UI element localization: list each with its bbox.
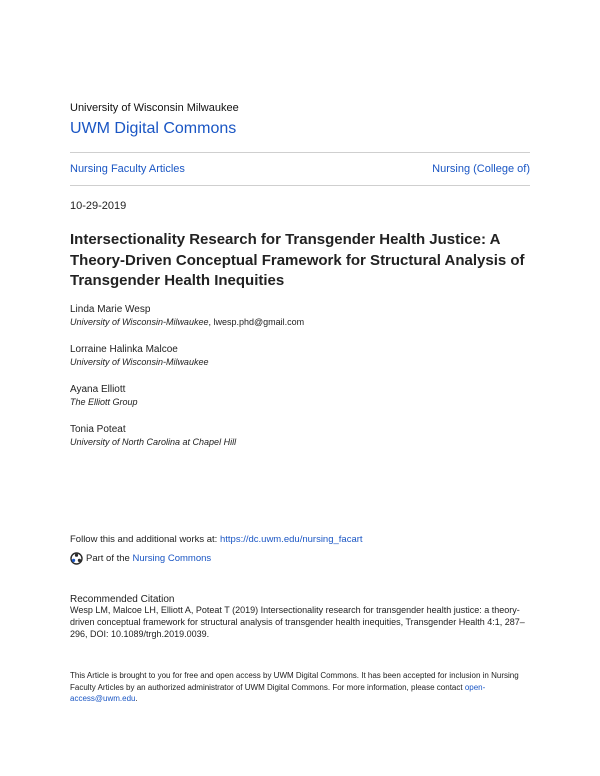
affiliation-text: University of Wisconsin-Milwaukee [70,317,209,327]
author-name: Lorraine Halinka Malcoe [70,344,178,355]
collection-link[interactable]: Nursing Faculty Articles [70,163,185,175]
collection-url-link[interactable]: https://dc.uwm.edu/nursing_facart [219,534,363,545]
nursing-commons-link[interactable]: Nursing Commons [132,553,212,564]
citation-heading: Recommended Citation [70,594,175,605]
author-affiliation: University of Wisconsin-Milwaukee [70,357,209,367]
contact-email-link[interactable]: open-access@uwm.edu [70,682,486,703]
notice-text: This Article is brought to you for free and open access by UWM Digital Commons. It has been accepted for inclusion in Nursing Faculty Articles by an authorized administrator of UWM Digital Commons. For more information, please contact [70,671,519,692]
author-affiliation: The Elliott Group [70,397,138,407]
author-entry [70,424,530,448]
top-divider [70,152,530,153]
author-entry [70,344,530,368]
author-name: Tonia Poteat [70,424,126,435]
author-email: , lwesp.phd@gmail.com [208,317,305,327]
institution-name: University of Wisconsin Milwaukee [70,102,239,114]
article-title: Intersectionality Research for Transgender Health Justice: A Theory-Driven Conceptual Framework for Structural Analysis of Transgender Health Inequities [70,231,525,289]
author-name: Linda Marie Wesp [70,304,151,315]
author-affiliation: University of North Carolina at Chapel Hill [70,437,237,447]
access-notice [70,670,532,705]
college-link[interactable]: Nursing (College of) [432,163,530,175]
part-of-line [70,552,211,565]
author-list [70,304,530,464]
network-commons-icon [70,552,83,565]
author-affiliation [70,316,530,328]
author-entry [70,304,530,328]
citation-text: Wesp LM, Malcoe LH, Elliott A, Poteat T (2019) Intersectionality research for transgender health justice: a theory-driven conceptual framework for structural analysis of transgender health inequities, Transgender Health 4:1, 287–296, DOI: 10.1089/trgh.2019.0039. [70,605,525,639]
author-entry [70,384,530,408]
publication-date: 10-29-2019 [70,200,127,212]
follow-prefix: Follow this and additional works at: [70,534,220,545]
bottom-divider [70,185,530,186]
author-name: Ayana Elliott [70,384,126,395]
part-of-prefix: Part of the [86,553,130,564]
notice-suffix: . [135,694,138,703]
follow-line [70,534,363,545]
repository-link[interactable]: UWM Digital Commons [70,120,237,137]
